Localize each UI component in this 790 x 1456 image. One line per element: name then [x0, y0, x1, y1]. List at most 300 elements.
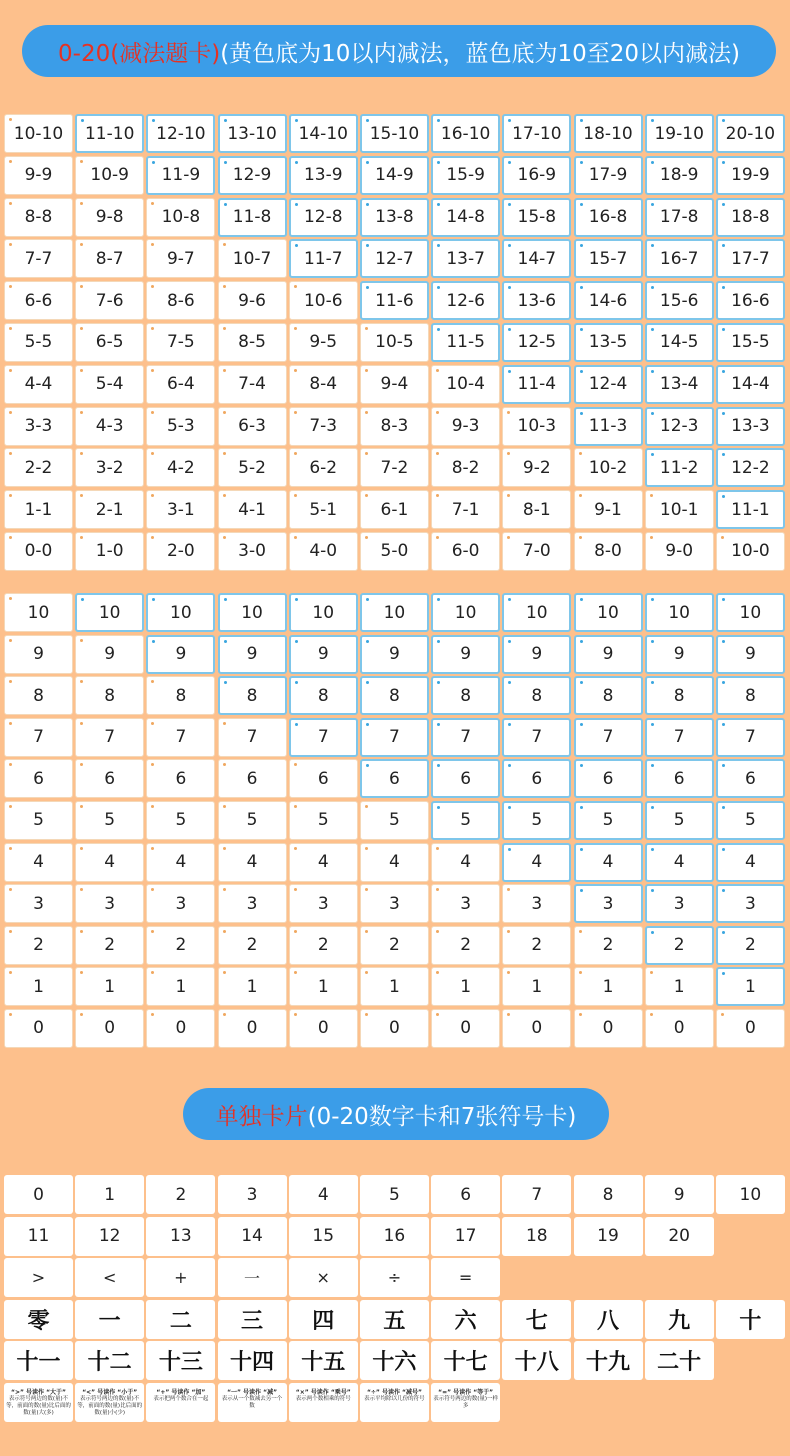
chinese-numeral-card: 三: [218, 1300, 287, 1339]
chinese-numeral-card: 十: [716, 1300, 785, 1339]
card-corner-dot: [224, 681, 227, 684]
card-corner-dot: [294, 494, 297, 497]
banner-highlight: 单独卡片: [215, 1103, 308, 1130]
digit-card: 11: [4, 1217, 73, 1256]
card-corner-dot: [508, 161, 511, 164]
card-corner-dot: [295, 203, 298, 206]
card-corner-dot: [579, 452, 582, 455]
subtraction-card: 13-5: [574, 323, 643, 362]
digit-card: 18: [502, 1217, 571, 1256]
card-corner-dot: [9, 639, 12, 642]
answer-card: 2: [4, 926, 73, 965]
answer-card: 6: [574, 759, 643, 798]
card-corner-dot: [224, 640, 227, 643]
digit-card: 1: [75, 1175, 144, 1214]
answer-card: 5: [218, 801, 287, 840]
card-corner-dot: [295, 119, 298, 122]
card-corner-dot: [80, 452, 83, 455]
chinese-numeral-card: 十二: [75, 1341, 144, 1380]
card-corner-dot: [722, 640, 725, 643]
answer-card: 9: [146, 635, 215, 674]
answer-card: 2: [574, 926, 643, 965]
card-corner-dot: [722, 723, 725, 726]
answer-card: 1: [360, 967, 429, 1006]
chinese-numeral-card: 九: [645, 1300, 714, 1339]
card-corner-dot: [579, 494, 582, 497]
answer-card: 6: [716, 759, 785, 798]
card-corner-dot: [294, 930, 297, 933]
answer-card: 3: [574, 884, 643, 923]
subtraction-card: 6-4: [146, 365, 215, 404]
card-corner-dot: [722, 598, 725, 601]
subtraction-card: 10-6: [289, 281, 358, 320]
card-corner-dot: [722, 286, 725, 289]
symbol-description-card: [4, 1383, 73, 1422]
chinese-numeral-card: 一: [75, 1300, 144, 1339]
card-corner-dot: [437, 244, 440, 247]
grid-spacer: [716, 1258, 785, 1297]
single-cards-banner: [183, 1088, 609, 1140]
subtraction-card: 10-8: [146, 198, 215, 237]
card-corner-dot: [365, 1013, 368, 1016]
digit-card: 5: [360, 1175, 429, 1214]
subtraction-card: 9-4: [360, 365, 429, 404]
subtraction-card: 10-7: [218, 239, 287, 278]
card-corner-dot: [507, 536, 510, 539]
subtraction-card: 14-8: [431, 198, 500, 237]
subtraction-card: 3-0: [218, 532, 287, 571]
answer-card: 10: [360, 593, 429, 632]
card-corner-dot: [152, 640, 155, 643]
card-corner-dot: [651, 119, 654, 122]
card-corner-dot: [151, 285, 154, 288]
card-corner-dot: [508, 328, 511, 331]
card-corner-dot: [151, 847, 154, 850]
chinese-numeral-card: 六: [431, 1300, 500, 1339]
subtraction-card: 13-10: [218, 114, 287, 153]
answer-card: 10: [716, 593, 785, 632]
digit-card: 19: [574, 1217, 643, 1256]
subtraction-card: 9-1: [574, 490, 643, 529]
card-corner-dot: [722, 328, 725, 331]
answer-card: 9: [218, 635, 287, 674]
subtraction-card: 16-7: [645, 239, 714, 278]
card-corner-dot: [365, 930, 368, 933]
subtraction-card: 12-3: [645, 407, 714, 446]
card-corner-dot: [366, 598, 369, 601]
card-corner-dot: [80, 536, 83, 539]
answer-card: 6: [218, 759, 287, 798]
card-corner-dot: [9, 118, 12, 121]
card-corner-dot: [436, 536, 439, 539]
subtraction-card: 8-7: [75, 239, 144, 278]
card-corner-dot: [722, 453, 725, 456]
answer-card: 0: [218, 1009, 287, 1048]
answer-card: 3: [360, 884, 429, 923]
card-corner-dot: [9, 722, 12, 725]
banner-text: (黄色底为10以内减法，蓝色底为10至20以内减法): [220, 40, 740, 67]
card-corner-dot: [651, 286, 654, 289]
card-corner-dot: [722, 370, 725, 373]
card-corner-dot: [366, 640, 369, 643]
answer-card: 6: [75, 759, 144, 798]
digit-card: 9: [645, 1175, 714, 1214]
card-corner-dot: [9, 160, 12, 163]
subtraction-card: 13-6: [502, 281, 571, 320]
card-corner-dot: [80, 494, 83, 497]
card-corner-dot: [580, 806, 583, 809]
answer-card: 8: [289, 676, 358, 715]
answer-card: 7: [574, 718, 643, 757]
subtraction-card: 2-2: [4, 448, 73, 487]
card-corner-dot: [151, 763, 154, 766]
chinese-numeral-card: 十一: [4, 1341, 73, 1380]
card-corner-dot: [366, 681, 369, 684]
card-corner-dot: [722, 495, 725, 498]
card-corner-dot: [365, 452, 368, 455]
card-corner-dot: [437, 640, 440, 643]
subtraction-card: 11-2: [645, 448, 714, 487]
subtraction-card: 6-1: [360, 490, 429, 529]
subtraction-card: 1-1: [4, 490, 73, 529]
answer-card: 4: [146, 843, 215, 882]
subtraction-card: 14-4: [716, 365, 785, 404]
answer-card: 8: [75, 676, 144, 715]
card-corner-dot: [651, 598, 654, 601]
card-corner-dot: [9, 202, 12, 205]
answer-card: 7: [645, 718, 714, 757]
answer-card: 8: [4, 676, 73, 715]
answer-card: 7: [218, 718, 287, 757]
subtraction-card: 8-1: [502, 490, 571, 529]
symbol-description-card: [431, 1383, 500, 1422]
subtraction-card: 4-1: [218, 490, 287, 529]
subtraction-card: 18-8: [716, 198, 785, 237]
card-corner-dot: [365, 494, 368, 497]
card-corner-dot: [9, 494, 12, 497]
answer-card: 1: [502, 967, 571, 1006]
card-corner-dot: [437, 286, 440, 289]
symbol-description-title: “一” 号读作 “减”: [227, 1388, 278, 1396]
card-corner-dot: [151, 369, 154, 372]
answer-card: 0: [146, 1009, 215, 1048]
card-corner-dot: [722, 412, 725, 415]
card-corner-dot: [437, 681, 440, 684]
chinese-numeral-card: 四: [289, 1300, 358, 1339]
subtraction-card: 17-10: [502, 114, 571, 153]
symbol-description-card: [75, 1383, 144, 1422]
answer-card: 7: [289, 718, 358, 757]
card-corner-dot: [9, 243, 12, 246]
answer-card: 10: [574, 593, 643, 632]
card-corner-dot: [722, 203, 725, 206]
card-corner-dot: [151, 494, 154, 497]
digit-card: 6: [431, 1175, 500, 1214]
card-corner-dot: [722, 119, 725, 122]
subtraction-card: 6-6: [4, 281, 73, 320]
card-corner-dot: [366, 203, 369, 206]
digit-card: 15: [289, 1217, 358, 1256]
card-corner-dot: [580, 681, 583, 684]
card-corner-dot: [508, 203, 511, 206]
subtraction-card: 12-9: [218, 156, 287, 195]
card-corner-dot: [81, 119, 84, 122]
card-corner-dot: [294, 971, 297, 974]
answer-card: 0: [502, 1009, 571, 1048]
subtraction-card: 18-10: [574, 114, 643, 153]
subtraction-card: 10-3: [502, 407, 571, 446]
card-corner-dot: [579, 971, 582, 974]
subtraction-card: 11-4: [502, 365, 571, 404]
answer-card: 10: [502, 593, 571, 632]
answer-card: 3: [4, 884, 73, 923]
symbol-description-title: “+” 号读作 “加”: [156, 1388, 206, 1396]
answer-card: 7: [502, 718, 571, 757]
card-corner-dot: [365, 971, 368, 974]
card-corner-dot: [651, 764, 654, 767]
subtraction-card: 12-5: [502, 323, 571, 362]
answer-card: 5: [360, 801, 429, 840]
answer-card: 6: [645, 759, 714, 798]
digit-card: 7: [502, 1175, 571, 1214]
symbol-description-text: 表示符号两边的数(量)不等，前面的数(量)比后面的数(量)小(少): [77, 1395, 143, 1416]
card-corner-dot: [9, 971, 12, 974]
answer-card: 1: [645, 967, 714, 1006]
answer-card: 8: [431, 676, 500, 715]
card-corner-dot: [294, 285, 297, 288]
subtraction-card: 14-5: [645, 323, 714, 362]
card-corner-dot: [151, 971, 154, 974]
card-corner-dot: [80, 1013, 83, 1016]
subtraction-card: 9-6: [218, 281, 287, 320]
card-corner-dot: [366, 286, 369, 289]
subtraction-card: 3-3: [4, 407, 73, 446]
symbol-description-title: “=” 号读作 “等于”: [438, 1388, 494, 1396]
symbol-description-card: [360, 1383, 429, 1422]
card-corner-dot: [294, 1013, 297, 1016]
card-corner-dot: [579, 536, 582, 539]
card-corner-dot: [579, 930, 582, 933]
card-corner-dot: [722, 972, 725, 975]
symbol-description-title: “<” 号读作 “小于”: [82, 1388, 138, 1396]
card-corner-dot: [436, 930, 439, 933]
card-corner-dot: [436, 971, 439, 974]
subtraction-card: 9-3: [431, 407, 500, 446]
subtraction-card: 2-0: [146, 532, 215, 571]
answer-card: 1: [146, 967, 215, 1006]
card-corner-dot: [366, 723, 369, 726]
answer-card: 10: [289, 593, 358, 632]
symbol-card: >: [4, 1258, 73, 1297]
card-corner-dot: [651, 203, 654, 206]
subtraction-card: 5-5: [4, 323, 73, 362]
chinese-numeral-card: 十九: [574, 1341, 643, 1380]
subtraction-card: 8-6: [146, 281, 215, 320]
answer-card: 10: [146, 593, 215, 632]
card-corner-dot: [366, 764, 369, 767]
card-corner-dot: [223, 722, 226, 725]
card-corner-dot: [721, 536, 724, 539]
subtraction-card: 11-7: [289, 239, 358, 278]
answer-card: 4: [645, 843, 714, 882]
chinese-numeral-card: 五: [360, 1300, 429, 1339]
answer-card: 4: [218, 843, 287, 882]
subtraction-card: 14-7: [502, 239, 571, 278]
answer-card: 9: [360, 635, 429, 674]
answer-card: 1: [716, 967, 785, 1006]
answer-card: 9: [574, 635, 643, 674]
subtraction-card: 0-0: [4, 532, 73, 571]
card-corner-dot: [151, 327, 154, 330]
card-corner-dot: [151, 536, 154, 539]
answer-card: 4: [502, 843, 571, 882]
subtraction-card: 8-5: [218, 323, 287, 362]
subtraction-card: 7-0: [502, 532, 571, 571]
card-corner-dot: [294, 327, 297, 330]
subtraction-card: 14-10: [289, 114, 358, 153]
answer-card: 3: [716, 884, 785, 923]
card-corner-dot: [651, 328, 654, 331]
card-corner-dot: [437, 806, 440, 809]
banner-highlight: 0-20(减法题卡): [58, 40, 221, 67]
card-corner-dot: [223, 888, 226, 891]
answer-card: 8: [645, 676, 714, 715]
subtraction-card: 10-5: [360, 323, 429, 362]
subtraction-card: 7-4: [218, 365, 287, 404]
card-corner-dot: [436, 369, 439, 372]
subtraction-card: 12-10: [146, 114, 215, 153]
card-corner-dot: [580, 370, 583, 373]
single-card-grid: [4, 1175, 785, 1422]
symbol-description-text: 表示平均除以几份的符号: [364, 1395, 425, 1402]
card-corner-dot: [152, 161, 155, 164]
subtraction-card: 15-10: [360, 114, 429, 153]
subtraction-card: 19-9: [716, 156, 785, 195]
subtraction-card: 9-0: [645, 532, 714, 571]
card-corner-dot: [508, 119, 511, 122]
answer-card: 8: [574, 676, 643, 715]
subtraction-card: 3-1: [146, 490, 215, 529]
answer-card: 5: [146, 801, 215, 840]
digit-card: 2: [146, 1175, 215, 1214]
card-corner-dot: [722, 848, 725, 851]
card-corner-dot: [722, 889, 725, 892]
subtraction-card: 13-9: [289, 156, 358, 195]
card-corner-dot: [437, 203, 440, 206]
subtraction-card: 15-6: [645, 281, 714, 320]
card-corner-dot: [80, 202, 83, 205]
answer-card: 7: [716, 718, 785, 757]
answer-card: 10: [645, 593, 714, 632]
answer-card: 3: [502, 884, 571, 923]
card-corner-dot: [366, 244, 369, 247]
answer-card: 9: [716, 635, 785, 674]
chinese-numeral-card: 十三: [146, 1341, 215, 1380]
card-corner-dot: [223, 536, 226, 539]
card-corner-dot: [295, 244, 298, 247]
answer-card: 9: [75, 635, 144, 674]
subtraction-card: 10-9: [75, 156, 144, 195]
card-corner-dot: [366, 161, 369, 164]
card-corner-dot: [366, 119, 369, 122]
subtraction-card: 20-10: [716, 114, 785, 153]
card-corner-dot: [294, 411, 297, 414]
answer-card: 0: [4, 1009, 73, 1048]
subtraction-card: 7-1: [431, 490, 500, 529]
answer-card: 3: [645, 884, 714, 923]
card-corner-dot: [9, 411, 12, 414]
subtraction-card: 13-8: [360, 198, 429, 237]
card-corner-dot: [651, 640, 654, 643]
card-corner-dot: [650, 1013, 653, 1016]
answer-card: 3: [431, 884, 500, 923]
subtraction-card: 15-9: [431, 156, 500, 195]
card-corner-dot: [365, 888, 368, 891]
card-corner-dot: [80, 971, 83, 974]
subtraction-card: 14-9: [360, 156, 429, 195]
answer-card: 8: [146, 676, 215, 715]
subtraction-card: 17-9: [574, 156, 643, 195]
card-corner-dot: [224, 598, 227, 601]
card-corner-dot: [651, 723, 654, 726]
grid-spacer: [502, 1258, 571, 1297]
digit-card: 17: [431, 1217, 500, 1256]
answer-card: 7: [360, 718, 429, 757]
card-corner-dot: [365, 327, 368, 330]
card-corner-dot: [151, 202, 154, 205]
subtraction-card: 12-6: [431, 281, 500, 320]
answer-card: 2: [502, 926, 571, 965]
card-corner-dot: [224, 203, 227, 206]
card-corner-dot: [80, 160, 83, 163]
answer-card: 1: [431, 967, 500, 1006]
card-corner-dot: [151, 452, 154, 455]
subtraction-card: 15-8: [502, 198, 571, 237]
digit-card: 4: [289, 1175, 358, 1214]
chinese-numeral-card: 十六: [360, 1341, 429, 1380]
subtraction-card: 8-2: [431, 448, 500, 487]
card-corner-dot: [80, 243, 83, 246]
answer-card: 6: [360, 759, 429, 798]
card-corner-dot: [579, 1013, 582, 1016]
symbol-description-text: 表示符号两边的数(量)不等，前面的数(量)比后面的数(量)大(多): [6, 1395, 71, 1416]
subtraction-card: 18-9: [645, 156, 714, 195]
card-corner-dot: [651, 453, 654, 456]
subtraction-card: 5-0: [360, 532, 429, 571]
answer-card: 9: [289, 635, 358, 674]
chinese-numeral-card: 二: [146, 1300, 215, 1339]
card-corner-dot: [80, 722, 83, 725]
digit-card: 8: [574, 1175, 643, 1214]
answer-card: 1: [75, 967, 144, 1006]
digit-card: 13: [146, 1217, 215, 1256]
subtraction-card: 4-4: [4, 365, 73, 404]
answer-card: 8: [360, 676, 429, 715]
symbol-description-card: [218, 1383, 287, 1422]
card-corner-dot: [508, 723, 511, 726]
digit-card: 3: [218, 1175, 287, 1214]
card-corner-dot: [508, 848, 511, 851]
answer-card: 1: [4, 967, 73, 1006]
subtraction-card: 11-10: [75, 114, 144, 153]
card-corner-dot: [295, 640, 298, 643]
digit-card: 12: [75, 1217, 144, 1256]
answer-card: 4: [360, 843, 429, 882]
chinese-numeral-card: 十七: [431, 1341, 500, 1380]
subtraction-card: 17-8: [645, 198, 714, 237]
subtraction-card: 12-2: [716, 448, 785, 487]
card-corner-dot: [651, 412, 654, 415]
